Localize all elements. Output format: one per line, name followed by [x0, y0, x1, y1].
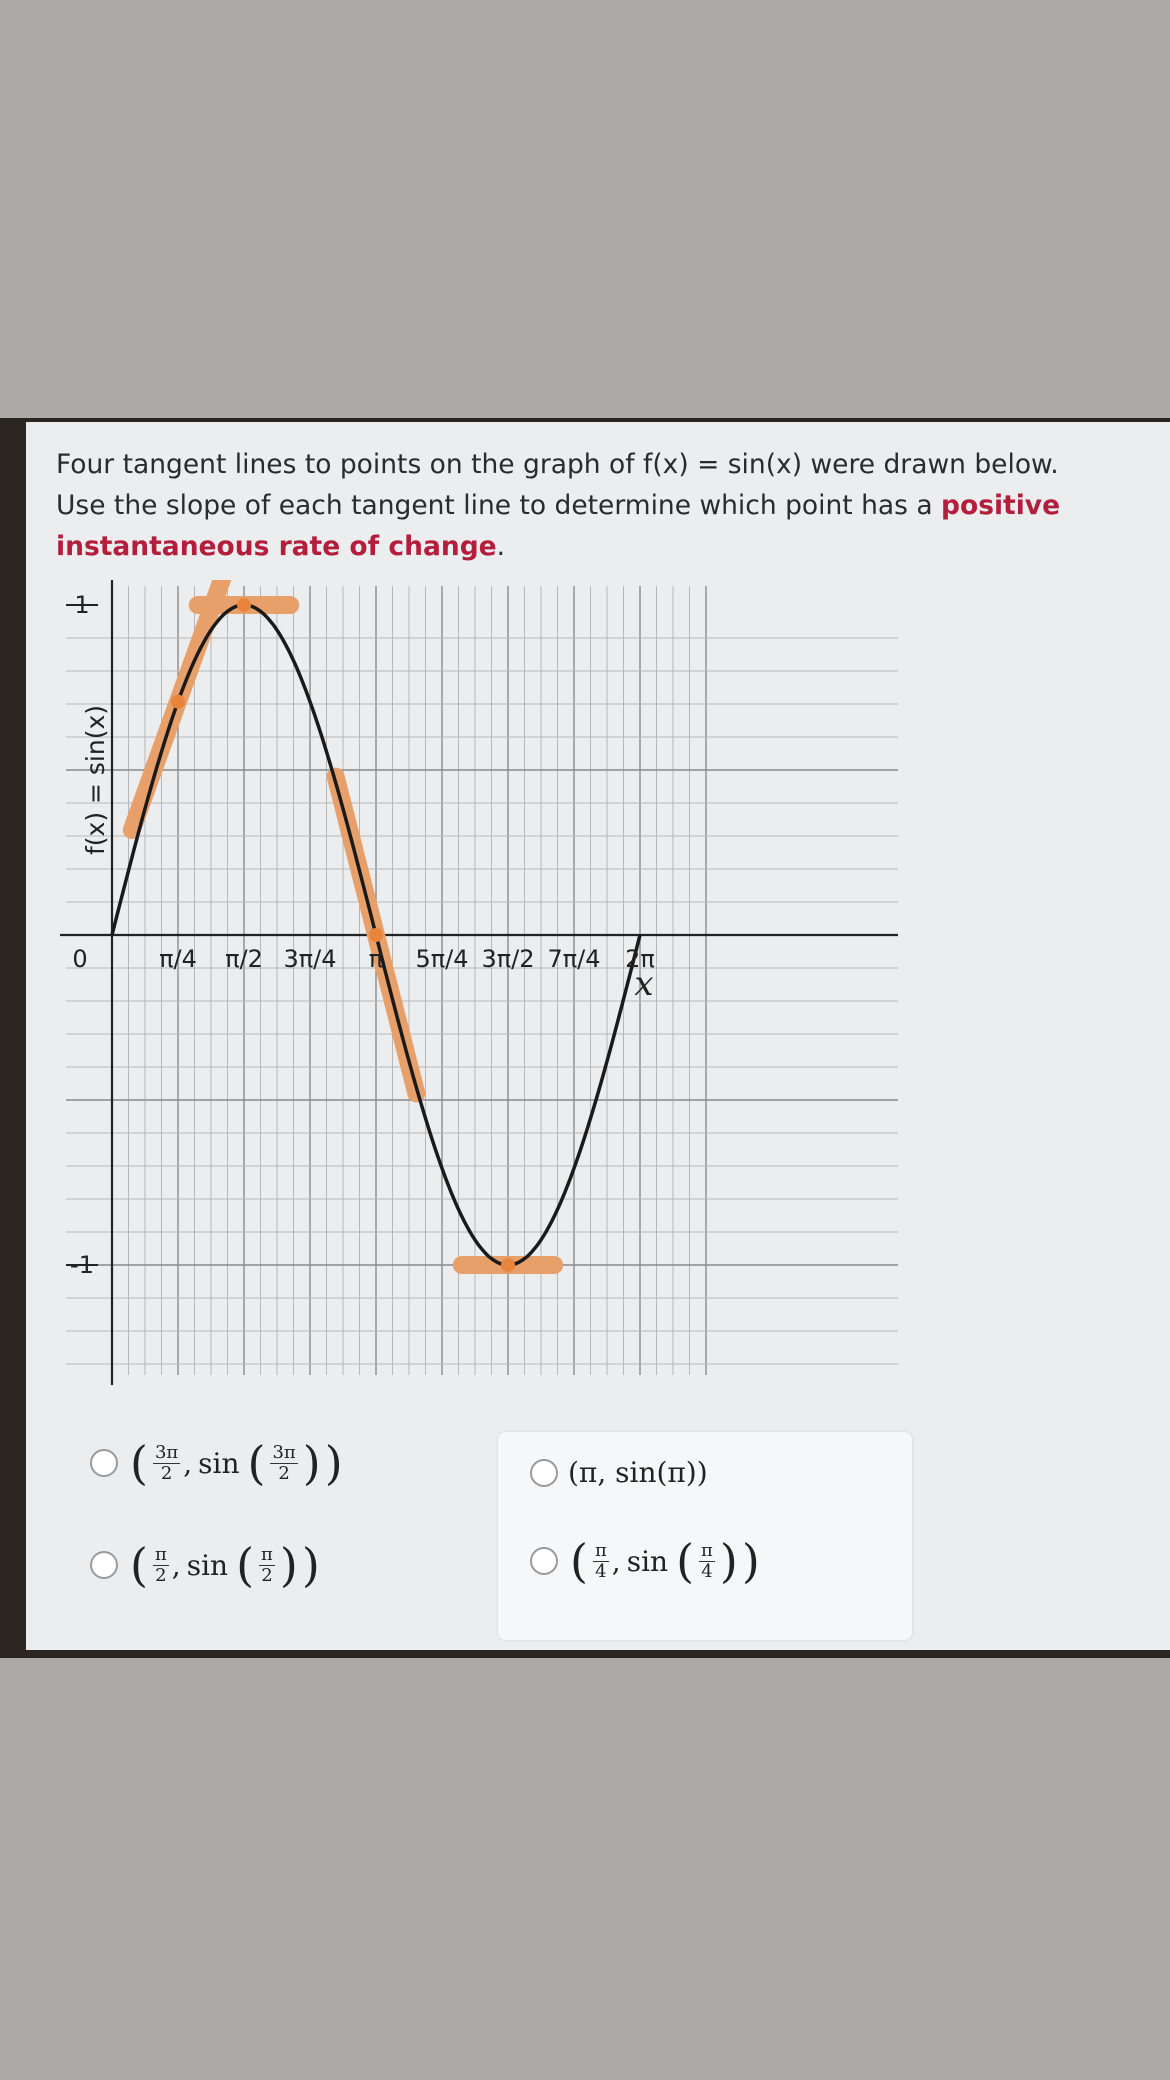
tangent-point	[171, 695, 185, 709]
option-math: ( $\frac{\pi}{2}$ , sin ( $\frac{\pi}{2}$ ) )	[130, 1538, 320, 1592]
option-num: π	[701, 1539, 713, 1561]
x-tick-label: 7π/4	[547, 945, 601, 973]
option-den: 2	[160, 1462, 173, 1484]
option-3pi-over-2[interactable]	[90, 1436, 345, 1490]
x-tick-label: 3π/2	[481, 945, 535, 973]
y-tick-label: -1	[70, 1251, 94, 1279]
option-num: 3π	[272, 1441, 296, 1463]
tangent-point	[501, 1258, 515, 1272]
option-num: π	[154, 1543, 167, 1565]
option-num: 3π	[154, 1441, 179, 1463]
radio-button[interactable]	[90, 1551, 118, 1579]
sine-graph	[46, 580, 906, 1390]
radio-button[interactable]	[530, 1547, 558, 1575]
origin-label: 0	[72, 945, 88, 973]
option-num: π	[261, 1543, 273, 1565]
x-tick-label: 3π/4	[283, 945, 337, 973]
question-prefix: Four tangent lines to points on the graph of f(x) = sin(x) were drawn below. Use the slope of each tangent line to determine which point has a	[56, 449, 1059, 521]
x-tick-label: 5π/4	[415, 945, 469, 973]
option-math: ( $\frac{3\pi}{2}$ , sin ( $\frac{3\pi}{2}$ ) )	[130, 1436, 343, 1490]
option-math: ( $\frac{\pi}{4}$ , sin ( $\frac{\pi}{4}$ ) )	[570, 1534, 760, 1588]
option-pi-over-4[interactable]	[530, 1534, 762, 1588]
option-den: 2	[278, 1462, 290, 1484]
x-axis-label: x	[634, 964, 654, 1004]
question-text	[56, 444, 1116, 567]
screen	[26, 422, 1170, 1650]
option-sin: sin	[198, 1446, 240, 1480]
radio-button[interactable]	[90, 1449, 118, 1477]
question-highlight: positive instantaneous rate of change	[56, 490, 1061, 562]
graph-svg	[46, 580, 906, 1390]
option-den: 2	[155, 1564, 167, 1586]
radio-button[interactable]	[530, 1459, 558, 1487]
x-tick-label: π	[368, 945, 384, 973]
option-den: 4	[595, 1560, 607, 1582]
tangent-point	[237, 598, 251, 612]
option-den: 4	[701, 1560, 713, 1582]
x-tick-label: π/2	[225, 945, 263, 973]
option-pi[interactable]	[530, 1456, 708, 1489]
y-axis-label: f(x) = sin(x)	[81, 704, 110, 856]
x-tick-label: π/4	[159, 945, 197, 973]
x-tick-label: 2π	[625, 945, 655, 973]
option-sin: sin	[186, 1548, 229, 1582]
option-num: π	[594, 1539, 607, 1561]
tangent-point	[369, 928, 383, 942]
y-tick-label: 1	[74, 591, 90, 619]
option-math: (π, sin(π))	[568, 1456, 708, 1489]
option-sin: sin	[626, 1544, 669, 1578]
option-den: 2	[261, 1564, 273, 1586]
option-pi-over-2[interactable]	[90, 1538, 322, 1592]
question-suffix: .	[496, 531, 506, 562]
